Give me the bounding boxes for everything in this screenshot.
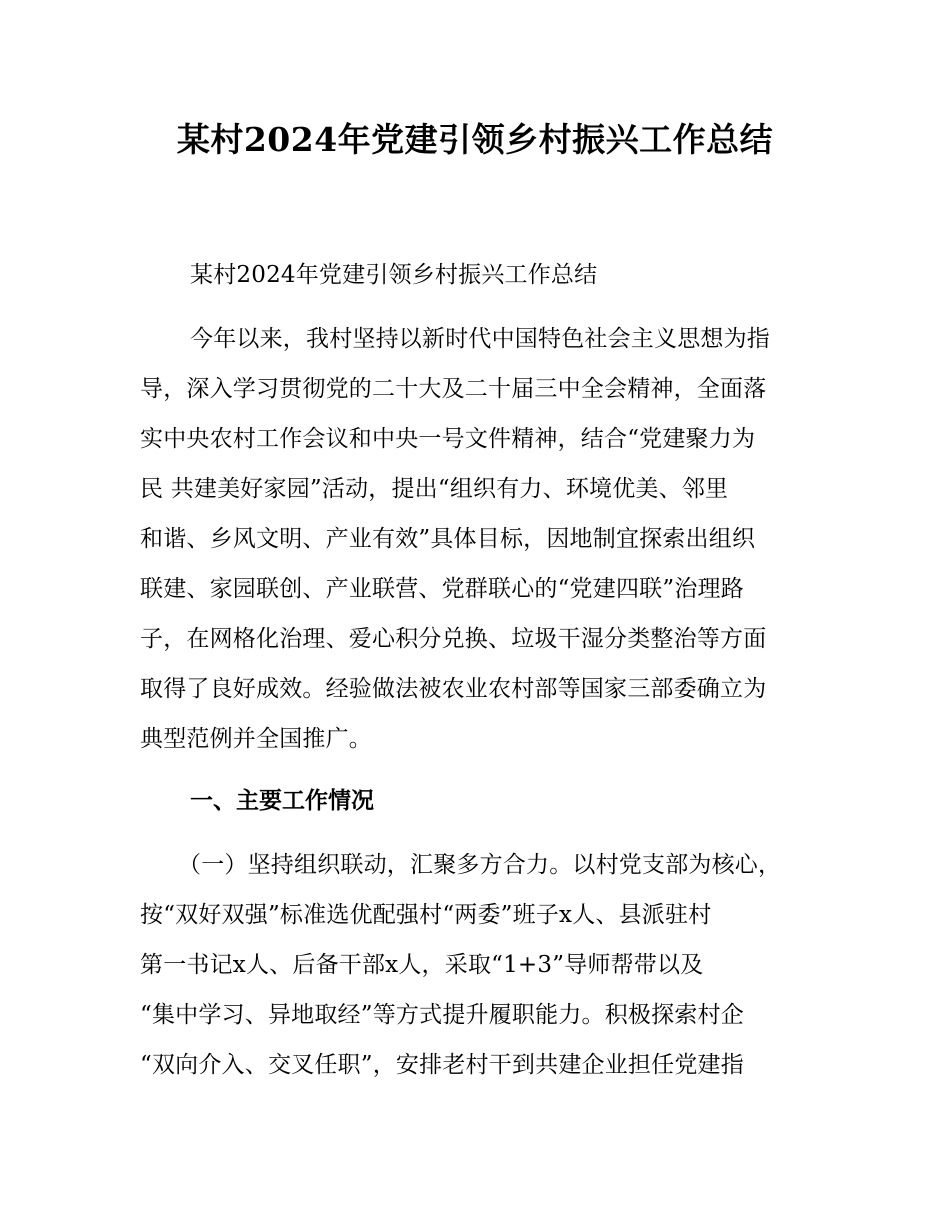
intro-line: 民 共建美好家园”活动，提出“组织有力、环境优美、邻里 xyxy=(140,476,729,502)
section-line: 第一书记x人、后备干部x人，采取“1+3”导师帮带以及 xyxy=(140,952,704,978)
document-subtitle: 某村2024年党建引领乡村振兴工作总结 xyxy=(190,262,598,288)
intro-line: 和谐、乡风文明、产业有效”具体目标，因地制宜探索出组织 xyxy=(140,526,756,552)
section-line: “双向介入、交叉任职”，安排老村干到共建企业担任党建指 xyxy=(140,1052,744,1078)
section-line: 按“双好双强”标准选优配强村“两委”班子x人、县派驻村 xyxy=(140,902,712,928)
intro-line: 典型范例并全国推广。 xyxy=(140,726,372,752)
intro-line: 子，在网格化治理、爱心积分兑换、垃圾干湿分类整治等方面 xyxy=(140,626,767,652)
intro-line: 导，深入学习贯彻党的二十大及二十届三中全会精神，全面落 xyxy=(140,376,767,402)
section-line: “集中学习、异地取经”等方式提升履职能力。积极探索村企 xyxy=(140,1002,744,1028)
section-heading: 一、主要工作情况 xyxy=(190,788,374,814)
intro-line: 取得了良好成效。经验做法被农业农村部等国家三部委确立为 xyxy=(140,676,767,702)
intro-line: 实中央农村工作会议和中央一号文件精神，结合“党建聚力为 xyxy=(140,426,756,452)
intro-line: 今年以来，我村坚持以新时代中国特色社会主义思想为指 xyxy=(190,326,770,352)
section-line: （一）坚持组织联动，汇聚多方合力。以村党支部为核心， xyxy=(178,852,782,878)
document-title: 某村2024年党建引领乡村振兴工作总结 xyxy=(176,120,774,159)
intro-line: 联建、家园联创、产业联营、党群联心的“党建四联”治理路 xyxy=(140,576,744,602)
